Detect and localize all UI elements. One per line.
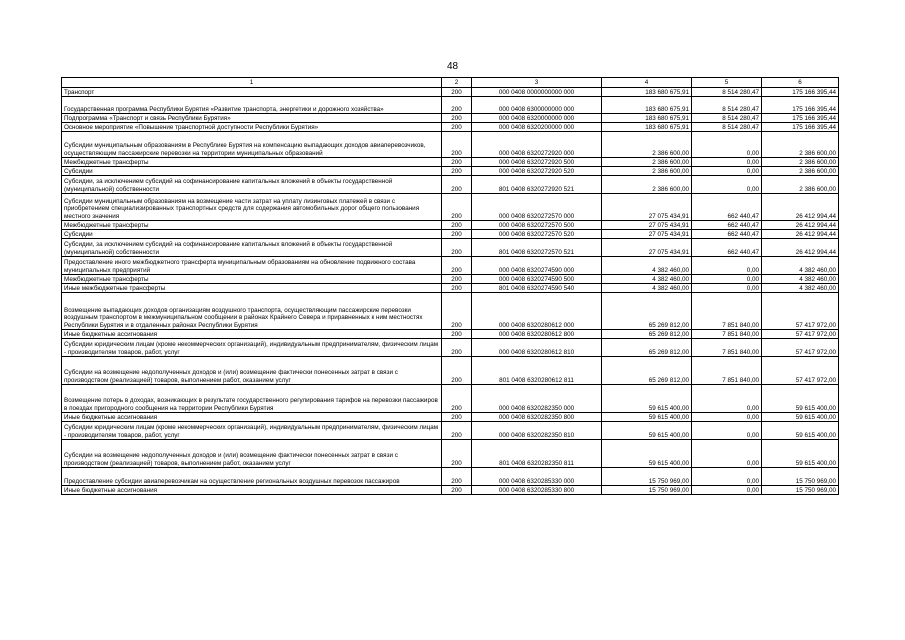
row-code-cell: 200: [442, 284, 472, 293]
row-code-cell: 200: [442, 293, 472, 330]
row-value-5-cell: 0,00: [692, 132, 762, 158]
row-value-4-cell: 65 269 812,00: [602, 357, 692, 385]
row-code-cell: 200: [442, 221, 472, 230]
row-value-6-cell: 175 166 395,44: [762, 88, 839, 97]
row-kbk-cell: 000 0408 6300000000 000: [472, 97, 602, 114]
row-kbk-cell: 801 0408 6320272570 521: [472, 239, 602, 257]
row-kbk-cell: 000 0408 6320282350 810: [472, 422, 602, 440]
page-number: 48: [446, 61, 459, 72]
table-row: [62, 486, 839, 495]
row-value-5-cell: 0,00: [692, 176, 762, 194]
table-row: [62, 330, 839, 339]
row-value-6-cell: 57 417 972,00: [762, 293, 839, 330]
row-kbk-cell: 000 0408 6320282350 800: [472, 413, 602, 422]
row-code-cell: 200: [442, 413, 472, 422]
row-value-5-cell: 662 440,47: [692, 230, 762, 239]
row-value-6-cell: 4 382 460,00: [762, 257, 839, 275]
row-code-cell: 200: [442, 239, 472, 257]
row-value-6-cell: 15 750 969,00: [762, 468, 839, 486]
table-row: [62, 123, 839, 132]
row-kbk-cell: 000 0408 6320272920 000: [472, 132, 602, 158]
row-value-6-cell: 15 750 969,00: [762, 486, 839, 495]
column-header-4: 4: [602, 78, 692, 88]
row-kbk-cell: 000 0408 6320272570 000: [472, 194, 602, 221]
row-value-4-cell: 15 750 969,00: [602, 486, 692, 495]
row-name-cell: Предоставление субсидии авиаперевозчикам на осуществление региональных воздушных перевозок пассажиров: [62, 468, 442, 486]
row-value-5-cell: 0,00: [692, 486, 762, 495]
row-value-5-cell: 8 514 280,47: [692, 114, 762, 123]
row-value-4-cell: 27 075 434,91: [602, 194, 692, 221]
row-code-cell: 200: [442, 330, 472, 339]
table-row: [62, 468, 839, 486]
row-value-6-cell: 2 386 600,00: [762, 158, 839, 167]
row-value-6-cell: 175 166 395,44: [762, 97, 839, 114]
table-row: [62, 385, 839, 413]
row-kbk-cell: 000 0408 6320272920 500: [472, 158, 602, 167]
row-code-cell: 200: [442, 257, 472, 275]
budget-table: [61, 77, 839, 495]
row-value-5-cell: 0,00: [692, 468, 762, 486]
row-kbk-cell: 801 0408 6320282350 811: [472, 440, 602, 468]
row-code-cell: 200: [442, 88, 472, 97]
row-value-5-cell: 662 440,47: [692, 221, 762, 230]
row-name-cell: Субсидии юридическим лицам (кроме некоммерческих организаций), индивидуальным предпринимателям, физическим лицам - производителям товаров, работ, услуг: [62, 422, 442, 440]
row-kbk-cell: 801 0408 6320280612 811: [472, 357, 602, 385]
row-value-6-cell: 57 417 972,00: [762, 330, 839, 339]
table-row: [62, 158, 839, 167]
row-value-4-cell: 59 615 400,00: [602, 413, 692, 422]
row-code-cell: 200: [442, 486, 472, 495]
row-value-6-cell: 175 166 395,44: [762, 114, 839, 123]
column-header-3: 3: [472, 78, 602, 88]
row-value-5-cell: 662 440,47: [692, 194, 762, 221]
row-code-cell: 200: [442, 123, 472, 132]
row-value-5-cell: 8 514 280,47: [692, 97, 762, 114]
column-header-1: 1: [62, 78, 442, 88]
row-name-cell: Транспорт: [62, 88, 442, 97]
row-kbk-cell: 000 0408 6320200000 000: [472, 123, 602, 132]
row-code-cell: 200: [442, 357, 472, 385]
row-code-cell: 200: [442, 422, 472, 440]
row-code-cell: 200: [442, 132, 472, 158]
row-value-6-cell: 59 615 400,00: [762, 385, 839, 413]
row-name-cell: Межбюджетные трансферты: [62, 221, 442, 230]
row-value-4-cell: 4 382 460,00: [602, 284, 692, 293]
row-value-6-cell: 175 166 395,44: [762, 123, 839, 132]
row-code-cell: 200: [442, 440, 472, 468]
row-name-cell: Иные межбюджетные трансферты: [62, 284, 442, 293]
row-value-5-cell: 0,00: [692, 257, 762, 275]
row-value-4-cell: 2 386 600,00: [602, 176, 692, 194]
row-name-cell: Субсидии: [62, 167, 442, 176]
row-name-cell: Иные бюджетные ассигнования: [62, 413, 442, 422]
row-value-6-cell: 2 386 600,00: [762, 176, 839, 194]
table-row: [62, 132, 839, 158]
row-value-5-cell: 7 851 840,00: [692, 339, 762, 357]
row-value-5-cell: 0,00: [692, 158, 762, 167]
row-value-4-cell: 65 269 812,00: [602, 293, 692, 330]
table-row: [62, 176, 839, 194]
row-name-cell: Субсидии юридическим лицам (кроме некоммерческих организаций), индивидуальным предпринимателям, физическим лицам - производителям товаров, работ, услуг: [62, 339, 442, 357]
row-kbk-cell: 000 0408 6320272570 520: [472, 230, 602, 239]
table-row: [62, 97, 839, 114]
table-row: [62, 114, 839, 123]
row-kbk-cell: 000 0408 6320280612 000: [472, 293, 602, 330]
row-value-5-cell: 7 851 840,00: [692, 357, 762, 385]
row-value-4-cell: 65 269 812,00: [602, 330, 692, 339]
row-value-6-cell: 59 615 400,00: [762, 413, 839, 422]
row-code-cell: 200: [442, 385, 472, 413]
table-row: [62, 357, 839, 385]
row-value-5-cell: 7 851 840,00: [692, 330, 762, 339]
row-code-cell: 200: [442, 114, 472, 123]
row-value-4-cell: 59 615 400,00: [602, 440, 692, 468]
row-code-cell: 200: [442, 339, 472, 357]
row-value-4-cell: 183 680 675,91: [602, 88, 692, 97]
row-name-cell: Субсидии: [62, 230, 442, 239]
row-name-cell: Государственная программа Республики Бурятия «Развитие транспорта, энергетики и дорожного хозяйства»: [62, 97, 442, 114]
header-row: [62, 78, 839, 88]
row-value-6-cell: 4 382 460,00: [762, 284, 839, 293]
row-value-5-cell: 0,00: [692, 413, 762, 422]
row-name-cell: Предоставление иного межбюджетного трансферта муниципальным образованиям на обновление подвижного состава муниципальных предприятий: [62, 257, 442, 275]
row-value-4-cell: 4 382 460,00: [602, 275, 692, 284]
row-value-6-cell: 2 386 600,00: [762, 167, 839, 176]
row-name-cell: Субсидии муниципальным образованиям на возмещение части затрат на уплату лизинговых платежей в связи с приобретением специализированных транспортных средств для содержания автомобильных дорог общего пользования местного значения: [62, 194, 442, 221]
row-kbk-cell: 000 0408 6320282350 000: [472, 385, 602, 413]
table-row: [62, 221, 839, 230]
row-value-5-cell: 0,00: [692, 284, 762, 293]
column-header-5: 5: [692, 78, 762, 88]
row-value-6-cell: 2 386 600,00: [762, 132, 839, 158]
table-row: [62, 88, 839, 97]
row-code-cell: 200: [442, 158, 472, 167]
row-code-cell: 200: [442, 194, 472, 221]
row-value-6-cell: 59 615 400,00: [762, 440, 839, 468]
row-value-5-cell: 7 851 840,00: [692, 293, 762, 330]
row-kbk-cell: 801 0408 6320274590 540: [472, 284, 602, 293]
row-value-4-cell: 183 680 675,91: [602, 114, 692, 123]
row-name-cell: Возмещение потерь в доходах, возникающих в результате государственного регулирования тарифов на перевозки пассажиров в поездах пригородного сообщения на территории Республики Бурятия: [62, 385, 442, 413]
row-name-cell: Межбюджетные трансферты: [62, 275, 442, 284]
row-kbk-cell: 000 0408 6320280612 810: [472, 339, 602, 357]
table-row: [62, 413, 839, 422]
row-code-cell: 200: [442, 167, 472, 176]
table-row: [62, 239, 839, 257]
row-value-6-cell: 26 412 994,44: [762, 221, 839, 230]
row-kbk-cell: 000 0408 6320272920 520: [472, 167, 602, 176]
row-value-4-cell: 65 269 812,00: [602, 339, 692, 357]
row-value-6-cell: 59 615 400,00: [762, 422, 839, 440]
row-value-4-cell: 27 075 434,91: [602, 221, 692, 230]
row-code-cell: 200: [442, 230, 472, 239]
row-name-cell: Субсидии муниципальным образованиям в Республике Бурятия на компенсацию выпадающих доходов авиаперевозчиков, осуществляющим пассажирские перевозки на территории муниципальных образований: [62, 132, 442, 158]
row-code-cell: 200: [442, 275, 472, 284]
row-code-cell: 200: [442, 97, 472, 114]
row-value-4-cell: 183 680 675,91: [602, 123, 692, 132]
row-kbk-cell: 000 0408 6320285330 800: [472, 486, 602, 495]
row-value-4-cell: 2 386 600,00: [602, 132, 692, 158]
table-row: [62, 440, 839, 468]
row-name-cell: Основное мероприятие «Повышение транспортной доступности Республики Бурятия»: [62, 123, 442, 132]
table-row: [62, 293, 839, 330]
column-header-6: 6: [762, 78, 839, 88]
table-body: [62, 88, 839, 495]
row-value-6-cell: 57 417 972,00: [762, 339, 839, 357]
row-name-cell: Возмещение выпадающих доходов организациям воздушного транспорта, осуществляющим пассажирские перевозки воздушным транспортом в межмуниципальном сообщении в районах Крайнего Севера и приравненных к ним местностях Республики Бурятия и в отдаленных районах Республики Бурятия: [62, 293, 442, 330]
row-name-cell: Субсидии на возмещение недополученных доходов и (или) возмещение фактически понесенных затрат в связи с производством (реализацией) товаров, выполнением работ, оказанием услуг: [62, 357, 442, 385]
row-kbk-cell: 000 0408 6320285330 000: [472, 468, 602, 486]
table-row: [62, 422, 839, 440]
row-name-cell: Субсидии, за исключением субсидий на софинансирование капитальных вложений в объекты государственной (муниципальной) собственности: [62, 176, 442, 194]
row-name-cell: Субсидии, за исключением субсидий на софинансирование капитальных вложений в объекты государственной (муниципальной) собственности: [62, 239, 442, 257]
row-value-5-cell: 8 514 280,47: [692, 123, 762, 132]
row-value-4-cell: 27 075 434,91: [602, 239, 692, 257]
column-header-2: 2: [442, 78, 472, 88]
row-kbk-cell: 000 0408 6320272570 500: [472, 221, 602, 230]
row-value-5-cell: 0,00: [692, 385, 762, 413]
row-value-5-cell: 0,00: [692, 275, 762, 284]
table-row: [62, 257, 839, 275]
table-row: [62, 284, 839, 293]
row-value-5-cell: 0,00: [692, 167, 762, 176]
row-name-cell: Субсидии на возмещение недополученных доходов и (или) возмещение фактически понесенных затрат в связи с производством (реализацией) товаров, выполнением работ, оказанием услуг: [62, 440, 442, 468]
row-kbk-cell: 000 0408 6320000000 000: [472, 114, 602, 123]
row-kbk-cell: 801 0408 6320272920 521: [472, 176, 602, 194]
row-value-4-cell: 183 680 675,91: [602, 97, 692, 114]
table-row: [62, 275, 839, 284]
row-value-5-cell: 0,00: [692, 440, 762, 468]
row-value-6-cell: 4 382 460,00: [762, 275, 839, 284]
row-code-cell: 200: [442, 176, 472, 194]
table-row: [62, 167, 839, 176]
table-row: [62, 194, 839, 221]
row-value-4-cell: 4 382 460,00: [602, 257, 692, 275]
row-value-6-cell: 57 417 972,00: [762, 357, 839, 385]
row-value-5-cell: 662 440,47: [692, 239, 762, 257]
row-name-cell: Иные бюджетные ассигнования: [62, 486, 442, 495]
row-value-6-cell: 26 412 994,44: [762, 194, 839, 221]
row-value-6-cell: 26 412 994,44: [762, 239, 839, 257]
row-value-4-cell: 59 615 400,00: [602, 385, 692, 413]
row-value-6-cell: 26 412 994,44: [762, 230, 839, 239]
row-value-4-cell: 15 750 969,00: [602, 468, 692, 486]
table-row: [62, 339, 839, 357]
row-value-4-cell: 59 615 400,00: [602, 422, 692, 440]
row-kbk-cell: 000 0408 6320274590 500: [472, 275, 602, 284]
row-value-4-cell: 27 075 434,91: [602, 230, 692, 239]
row-code-cell: 200: [442, 468, 472, 486]
row-value-4-cell: 2 386 600,00: [602, 158, 692, 167]
row-name-cell: Межбюджетные трансферты: [62, 158, 442, 167]
row-kbk-cell: 000 0408 6320280612 800: [472, 330, 602, 339]
row-value-5-cell: 8 514 280,47: [692, 88, 762, 97]
row-value-4-cell: 2 386 600,00: [602, 167, 692, 176]
table-row: [62, 230, 839, 239]
row-kbk-cell: 000 0408 6320274590 000: [472, 257, 602, 275]
row-name-cell: Иные бюджетные ассигнования: [62, 330, 442, 339]
row-name-cell: Подпрограмма «Транспорт и связь Республики Бурятия»: [62, 114, 442, 123]
row-kbk-cell: 000 0408 0000000000 000: [472, 88, 602, 97]
row-value-5-cell: 0,00: [692, 422, 762, 440]
